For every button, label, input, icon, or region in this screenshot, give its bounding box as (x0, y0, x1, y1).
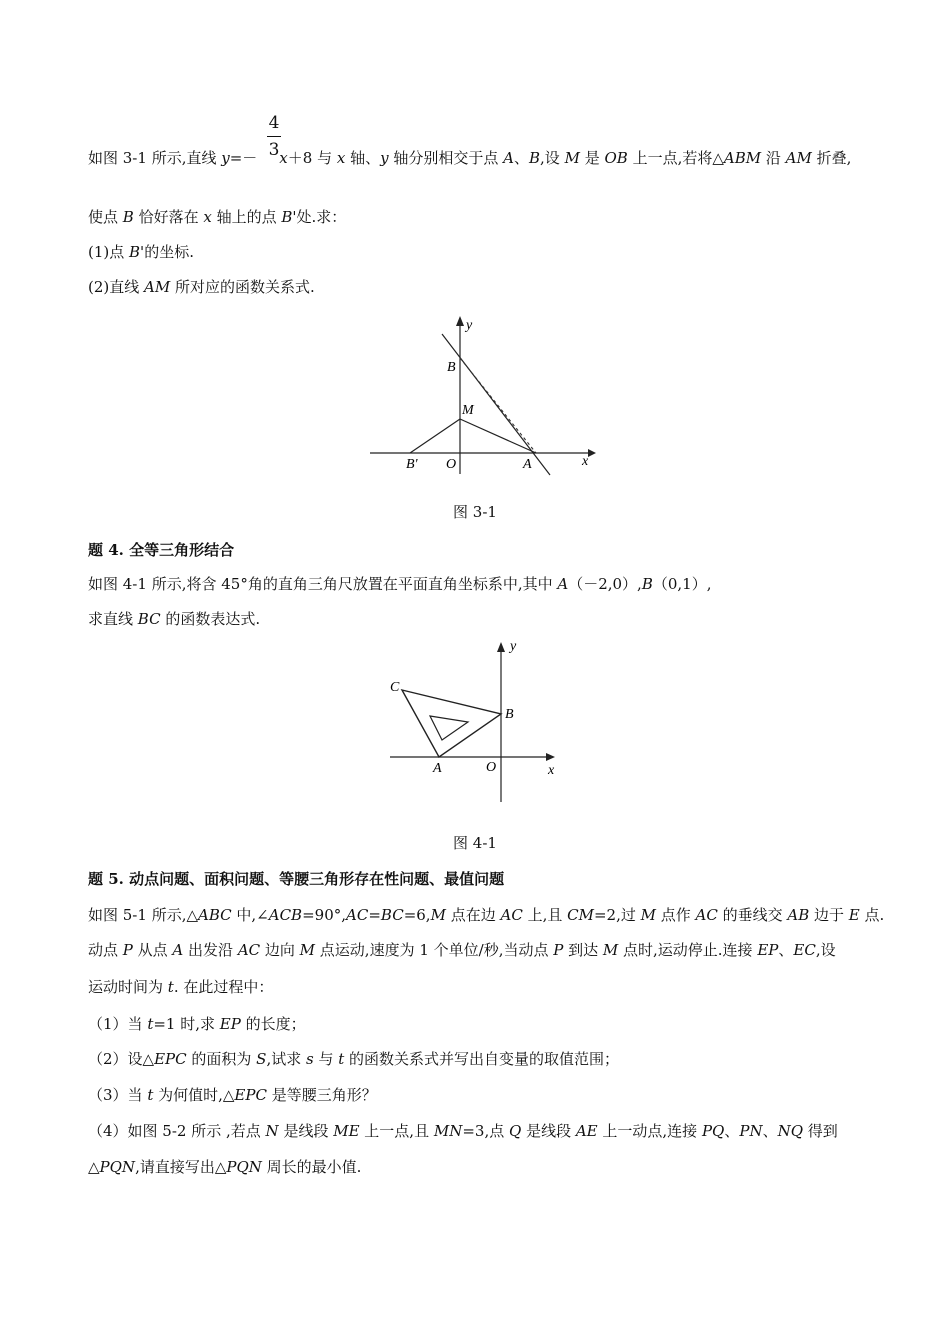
segment-bprime-m (410, 419, 460, 453)
set-square-outer (402, 690, 501, 757)
segment-m-a (460, 419, 536, 453)
q4-title: 题 4. 全等三角形结合 (88, 541, 235, 559)
y-axis-arrow (456, 316, 464, 326)
q5-statement-line1: 如图 5-1 所示,△ABC 中,∠ACB=90°,AC=BC=6,M 点在边 AC 上,且 CM=2,过 M 点作 AC 的垂线交 AB 边于 E 点. (88, 906, 885, 924)
q3-item-2: (2)直线 AM 所对应的函数关系式. (88, 278, 315, 296)
y-axis-arrow (497, 642, 505, 652)
q5-title: 题 5. 动点问题、面积问题、等腰三角形存在性问题、最值问题 (88, 870, 505, 888)
label-o: O (486, 760, 497, 775)
label-o: O (446, 457, 457, 472)
q5-item-4: （4）如图 5-2 所示 ,若点 N 是线段 ME 上一点,且 MN=3,点 Q 是线段 AE 上一动点,连接 PQ、PN、NQ 得到 (88, 1122, 838, 1140)
q5-statement-line3: 运动时间为 t. 在此过程中： (88, 978, 274, 996)
fraction-bar (267, 136, 281, 137)
q3-statement-line2: 使点 B 恰好落在 x 轴上的点 B'处.求： (88, 208, 347, 226)
set-square-inner (430, 716, 468, 740)
figure-4-1-caption: 图 4-1 (453, 834, 497, 852)
label-b: B (447, 360, 456, 375)
q5-item-1: （1）当 t=1 时,求 EP 的长度； (88, 1015, 306, 1033)
figure-3-1 (360, 312, 600, 482)
fraction-denominator: 3 (268, 140, 280, 160)
label-c: C (390, 680, 400, 695)
q4-statement-line2: 求直线 BC 的函数表达式. (88, 610, 261, 628)
label-b-prime: B' (406, 457, 418, 472)
label-y: y (466, 318, 473, 333)
figure-3-1-caption: 图 3-1 (453, 503, 497, 521)
line-ab (442, 334, 550, 475)
x-axis-arrow (546, 753, 555, 761)
x-axis-arrow (588, 449, 596, 457)
q5-statement-line2: 动点 P 从点 A 出发沿 AC 边向 M 点运动,速度为 1 个单位/秒,当动点 P 到达 M 点时,运动停止.连接 EP、EC,设 (88, 941, 836, 959)
label-a: A (433, 761, 442, 776)
figure-4-1 (380, 632, 570, 807)
fraction-numerator: 4 (268, 113, 280, 133)
q3-statement-line1: 如图 3-1 所示,直线 y=－ x＋8 与 x 轴、y 轴分别相交于点 A、B,设 M 是 OB 上一点,若将△ABM 沿 AM 折叠, (88, 149, 852, 167)
q3-item-1: (1)点 B'的坐标. (88, 243, 194, 261)
label-b: B (505, 707, 514, 722)
label-m: M (462, 403, 474, 418)
label-x: x (582, 454, 589, 469)
label-x: x (548, 763, 555, 778)
label-y: y (510, 639, 517, 654)
q5-item-4-continued: △PQN,请直接写出△PQN 周长的最小值. (88, 1158, 362, 1176)
q4-statement-line1: 如图 4-1 所示,将含 45°角的直角三角尺放置在平面直角坐标系中,其中 A（－2,0）,B（0,1）, (88, 575, 712, 593)
q5-item-2: （2）设△EPC 的面积为 S,试求 s 与 t 的函数关系式并写出自变量的取值范围； (88, 1050, 620, 1068)
q5-item-3: （3）当 t 为何值时,△EPC 是等腰三角形？ (88, 1086, 377, 1104)
label-a: A (523, 457, 532, 472)
